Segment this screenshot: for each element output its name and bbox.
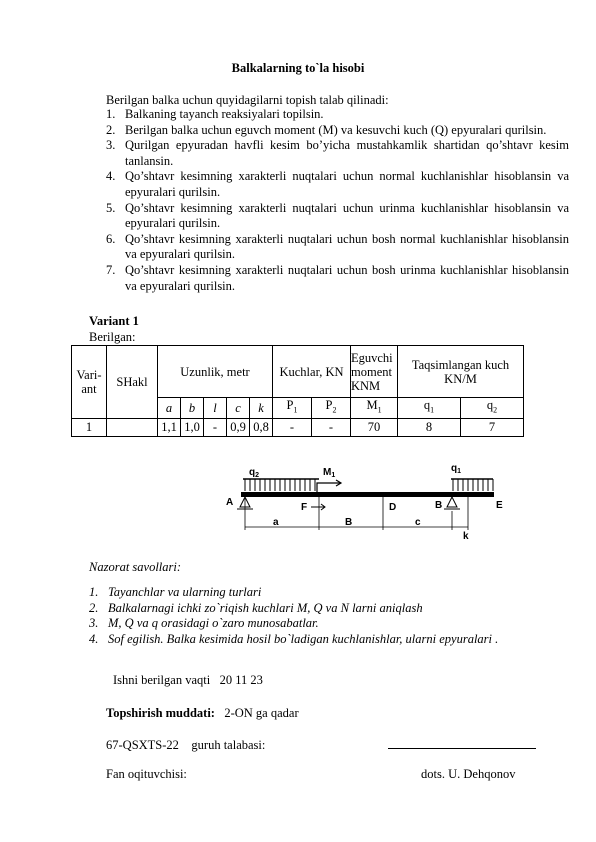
beam-diagram [223, 455, 513, 545]
beam-bar [241, 492, 494, 497]
question-item [89, 601, 498, 617]
label-point-e: E [496, 500, 503, 511]
header-distributed: Taqsimlangan kuch KN/M [398, 346, 524, 398]
issued-date: 20 11 23 [219, 673, 263, 687]
control-questions-title: Nazorat savollari: [89, 560, 182, 574]
moment-arrow-m1 [317, 480, 341, 492]
header-moment: Eguvchi moment KNM [351, 346, 398, 398]
cell-variant: 1 [72, 418, 107, 436]
task-text: Qurilgan epyuradan havfli kesim bo’yicha mustahkamlik shartidan qo’shtavr kesim tanlansin. [125, 138, 569, 168]
deadline-line [106, 706, 299, 721]
task-number: 1. [106, 107, 116, 121]
question-text: Balkalarnagi ichki zo`riqish kuchlari M, Q va N larni aniqlash [108, 600, 423, 615]
task-number: 7. [106, 262, 116, 277]
given-label: Berilgan: [89, 330, 136, 344]
task-item [106, 138, 569, 169]
task-item [106, 123, 569, 139]
question-text: Tayanchlar va ularning turlari [108, 585, 262, 599]
teacher-name: dots. U. Dehqonov [421, 767, 516, 781]
cell-l: - [204, 418, 227, 436]
question-number: 4. [89, 631, 99, 646]
task-number: 2. [106, 122, 116, 137]
cell-a: 1,1 [158, 418, 181, 436]
cell-m1: 70 [351, 418, 398, 436]
sub-q2: $q_2$ [461, 398, 524, 419]
variant-heading: Variant 1 [89, 314, 139, 328]
question-item [89, 616, 498, 632]
cell-p1: - [273, 418, 312, 436]
force-f-arrow [311, 504, 325, 510]
task-item [106, 263, 569, 294]
task-text: Qo’shtavr kesimning xarakterli nuqtalari uchun bosh urinma kuchlanishlar hisoblansin va epyuralari qurilsin. [125, 262, 569, 293]
header-shakl: SHakl [107, 346, 158, 419]
question-number: 2. [89, 600, 99, 615]
question-number: 1. [89, 585, 99, 599]
cell-c: 0,9 [227, 418, 250, 436]
sub-p1: $P_1$ [273, 398, 312, 419]
task-number: 3. [106, 138, 116, 153]
table-header-row [72, 346, 524, 398]
sub-k: k [250, 398, 273, 419]
label-point-d: D [389, 502, 397, 513]
task-item [106, 169, 569, 200]
sub-l: l [204, 398, 227, 419]
question-item [89, 632, 498, 648]
task-text: Qo’shtavr kesimning xarakterli nuqtalari uchun bosh normal kuchlanishlar hisoblansin va epyuralari qurilsin. [125, 231, 569, 262]
question-item [89, 585, 498, 601]
label-q2: $q_2$ [249, 467, 260, 479]
task-item [106, 107, 569, 123]
intro-text: Berilgan balka uchun quyidagilarni topish talab qilinadi: [106, 93, 389, 107]
teacher-label: Fan oqituvchisi: [106, 767, 187, 781]
label-segment-b: B [345, 517, 353, 528]
label-q1: $q_1$ [451, 463, 462, 475]
sub-p2: $P_2$ [312, 398, 351, 419]
header-length: Uzunlik, metr [158, 346, 273, 398]
task-item [106, 201, 569, 232]
task-list [106, 107, 569, 294]
question-number: 3. [89, 616, 99, 631]
sub-c: c [227, 398, 250, 419]
header-forces: Kuchlar, KN [273, 346, 351, 398]
question-text: M, Q va q orasidagi o`zaro munosabatlar. [108, 616, 319, 631]
cell-q1: 8 [398, 418, 461, 436]
label-segment-c: c [415, 517, 421, 528]
group-student-label: 67-QSXTS-22 guruh talabasi: [106, 738, 266, 752]
sub-a: a [158, 398, 181, 419]
task-text: Berilgan balka uchun eguvch moment (M) va kesuvchi kuch (Q) epyuralari qurilsin. [125, 122, 547, 137]
page-title: Balkalarning to`la hisobi [231, 61, 365, 75]
cell-b: 1,0 [181, 418, 204, 436]
sub-m1: $M_1$ [351, 398, 398, 419]
task-number: 4. [106, 169, 116, 184]
task-text: Qo’shtavr kesimning xarakterli nuqtalari uchun urinma kuchlanishlar hisoblansin va epyuralari qurilsin. [125, 200, 569, 231]
issued-line [113, 673, 263, 688]
distributed-load-q2 [243, 479, 319, 491]
data-table [71, 345, 524, 437]
deadline-label: Topshirish muddati: [106, 706, 215, 720]
table-row [72, 418, 524, 436]
task-number: 5. [106, 200, 116, 215]
label-point-b: B [435, 500, 443, 511]
question-list [89, 585, 498, 647]
cell-p2: - [312, 418, 351, 436]
distributed-load-q1 [451, 479, 493, 491]
task-text: Qo’shtavr kesimning xarakterli nuqtalari uchun normal kuchlanishlar hisoblansin va epyuralari qurilsin. [125, 169, 569, 199]
task-item [106, 232, 569, 263]
sub-b: b [181, 398, 204, 419]
question-text: Sof egilish. Balka kesimida hosil bo`ladigan kuchlanishlar, ularni epyuralari . [108, 631, 499, 646]
cell-k: 0,8 [250, 418, 273, 436]
label-segment-a: a [273, 517, 279, 528]
label-point-f: F [301, 502, 308, 513]
deadline-value: 2-ON ga qadar [224, 706, 299, 720]
label-m1: $M_1$ [323, 467, 336, 479]
task-text: Balkaning tayanch reaksiyalari topilsin. [125, 107, 324, 121]
signature-line [388, 748, 536, 749]
task-number: 6. [106, 231, 116, 246]
label-point-a: A [226, 497, 234, 508]
header-variant: Vari-ant [72, 346, 107, 419]
support-b [444, 497, 460, 509]
cell-q2: 7 [461, 418, 524, 436]
issued-label: Ishni berilgan vaqti [113, 673, 211, 687]
label-segment-k: k [463, 531, 469, 542]
cell-shakl [107, 418, 158, 436]
sub-q1: $q_1$ [398, 398, 461, 419]
